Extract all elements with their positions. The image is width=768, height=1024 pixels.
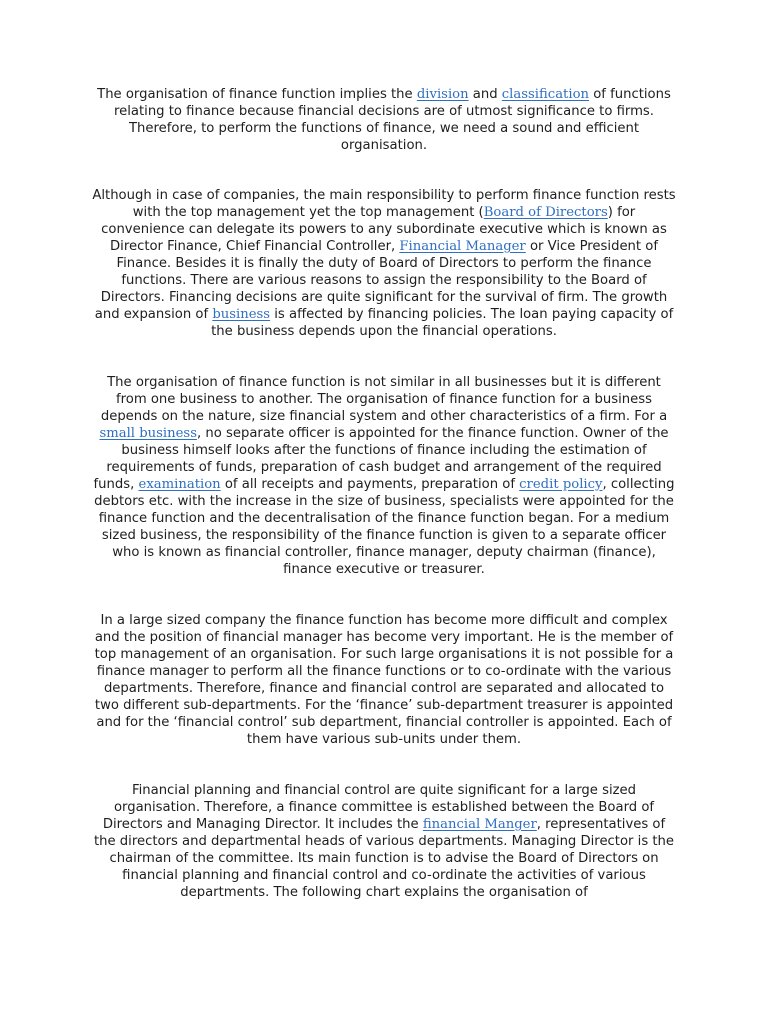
text-span: The organisation of finance function implies the — [97, 87, 417, 102]
paragraph-3 — [90, 374, 678, 578]
text-span: is affected by financing policies. The loan paying capacity of the business depends upon the financial operations. — [211, 307, 674, 339]
document-page — [90, 86, 678, 901]
link-financial-manager[interactable]: Financial Manager — [399, 239, 526, 254]
text-span: Financial planning and financial control are quite significant for a large sized organisation. Therefore, a finance committee is established between the Board of Directors and Managing Director. It includes the — [102, 783, 655, 832]
link-board-of-directors[interactable]: Board of Directors — [483, 205, 608, 220]
text-span: or Vice President of Finance. Besides it is finally the duty of Board of Directors to perform the finance functions. There are various reasons to assign the responsibility to the Board of Directors. Financing decisions are quite significant for the survival of firm. The growth and expansion of — [94, 239, 668, 322]
text-span: , collecting debtors etc. with the increase in the size of business, specialists were appointed for the finance function and the decentralisation of the finance function began. For a medium sized business, the responsibility of the finance function is given to a separate officer who is known as financial controller, finance manager, deputy chairman (finance), finance executive or treasurer. — [94, 477, 675, 577]
text-span: of functions relating to finance because financial decisions are of utmost significance to firms. Therefore, to perform the functions of finance, we need a sound and efficient organisation. — [114, 87, 671, 153]
text-span: , no separate officer is appointed for the finance function. Owner of the business himself looks after the functions of finance including the estimation of requirements of funds, preparation of cash budget and arrangement of the required funds, — [93, 426, 669, 492]
paragraph-5 — [90, 782, 678, 901]
text-span: of all receipts and payments, preparation of — [220, 477, 520, 492]
text-span: , representatives of the directors and departmental heads of various departments. Managing Director is the chairman of the committee. Its main function is to advise the Board of Directors on financial planning and financial control and co-ordinate the activities of various departments. The following chart explains the organisation of — [93, 817, 675, 900]
link-business[interactable]: business — [212, 307, 271, 322]
text-span: ) for convenience can delegate its powers to any subordinate executive which is known as Director Finance, Chief Financial Controller, — [101, 205, 667, 254]
paragraph-1 — [90, 86, 678, 154]
text-span: and — [468, 87, 502, 102]
link-division[interactable]: division — [416, 87, 469, 102]
text-span: In a large sized company the finance function has become more difficult and complex and the position of financial manager has become very important. He is the member of top management of an organisation. For such large organisations it is not possible for a finance manager to perform all the finance functions or to co-ordinate with the various departments. Therefore, finance and financial control are separated and allocated to two different sub-departments. For the ‘finance’ sub-department treasurer is appointed and for the ‘financial control’ sub department, financial controller is appointed. Each of them have various sub-units under them. — [94, 613, 674, 747]
link-credit-policy[interactable]: credit policy — [519, 477, 603, 492]
link-financial-manger[interactable]: financial Manger — [422, 817, 537, 832]
paragraph-4 — [90, 612, 678, 748]
paragraph-2 — [90, 187, 678, 340]
link-classification[interactable]: classification — [501, 87, 590, 102]
link-small-business[interactable]: small business — [99, 426, 197, 441]
text-span: The organisation of finance function is not similar in all businesses but it is different from one business to another. The organisation of finance function for a business depends on the nature, size financial system and other characteristics of a firm. For a — [100, 375, 668, 424]
text-span: Although in case of companies, the main responsibility to perform finance function rests with the top management yet the top management ( — [92, 188, 676, 220]
link-examination[interactable]: examination — [138, 477, 221, 492]
